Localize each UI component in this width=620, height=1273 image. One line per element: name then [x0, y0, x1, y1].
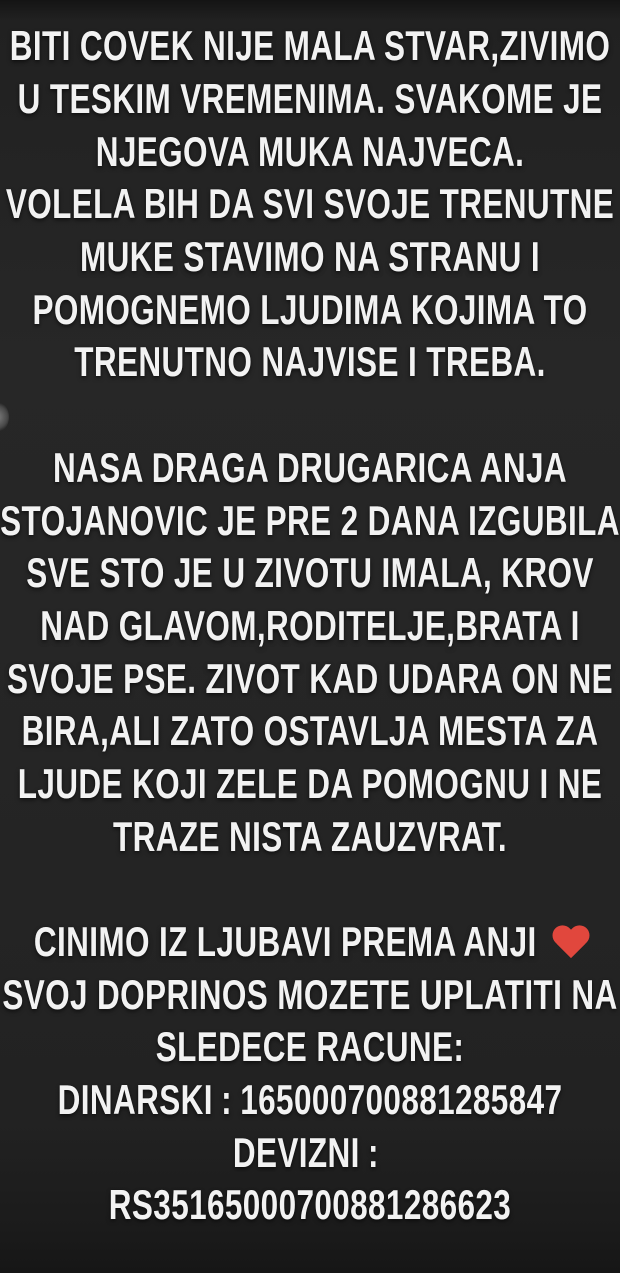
- story-line: [21, 705, 599, 758]
- story-line-text: U TESKIM VREMENIMA. SVAKOME JE: [17, 75, 603, 123]
- story-text-block: [0, 20, 620, 1232]
- story-line-text: BITI COVEK NIJE MALA STVAR,ZIVIMO: [9, 22, 611, 70]
- story-line: [78, 1021, 543, 1074]
- story-line: [53, 442, 567, 495]
- dinarski-label: DINARSKI: [57, 1076, 213, 1124]
- story-line-text: NAD GLAVOM,RODITELJE,BRATA I: [40, 601, 580, 649]
- devizni-separator: :: [368, 1128, 379, 1176]
- story-line: [74, 336, 546, 389]
- appeal-line: [33, 916, 543, 969]
- devizni-account-line: [78, 1179, 543, 1232]
- story-line-text: BIRA,ALI ZATO OSTAVLJA MESTA ZA: [21, 707, 599, 755]
- story-line-text: MUKE STAVIMO NA STRANU I: [80, 233, 540, 281]
- story-line: [26, 547, 594, 600]
- story-line-text: STOJANOVIC JE PRE 2 DANA IZGUBILA: [0, 496, 620, 544]
- story-line-text: TRENUTNO NAJVISE I TREBA.: [74, 338, 546, 386]
- story-line: [78, 810, 543, 863]
- story-line-text: LJUDE KOJI ZELE DA POMOGNU I NE: [17, 759, 603, 807]
- appeal-line-text: CINIMO IZ LJUBAVI PREMA ANJI: [33, 918, 537, 966]
- story-line: [9, 20, 611, 73]
- story-line-text: NJEGOVA MUKA NAJVECA.: [95, 127, 525, 175]
- dinarski-account-number: 165000700881285847: [240, 1076, 563, 1124]
- story-line-text: SVOJ DOPRINOS MOZETE UPLATITI NA: [2, 970, 618, 1018]
- story-line: [40, 600, 580, 653]
- story-line: [17, 73, 603, 126]
- story-line-text: VOLELA BIH DA SVI SVOJE TRENUTNE: [5, 180, 615, 228]
- story-line: [7, 652, 613, 705]
- devizni-label: DEVIZNI: [232, 1128, 360, 1176]
- devizni-label-line: [78, 1126, 543, 1179]
- story-line-text: NASA DRAGA DRUGARICA ANJA: [53, 443, 567, 491]
- blank-line: [78, 863, 543, 916]
- story-line-text: SLEDECE RACUNE:: [155, 1023, 465, 1071]
- story-line-text: POMOGNEMO LJUDIMA KOJIMA TO: [32, 285, 588, 333]
- dinarski-separator: :: [221, 1076, 233, 1124]
- story-line: [17, 758, 603, 811]
- story-line: [5, 178, 615, 231]
- story-line-text: SVOJE PSE. ZIVOT KAD UDARA ON NE: [7, 654, 613, 702]
- dinarski-account-line: [57, 1074, 563, 1127]
- story-line-text: SVE STO JE U ZIVOTU IMALA, KROV: [26, 549, 594, 597]
- story-line: [32, 283, 588, 336]
- story-line: [2, 968, 618, 1021]
- story-line-text: TRAZE NISTA ZAUZVRAT.: [112, 812, 508, 860]
- story-line: [0, 494, 620, 547]
- blank-line: [78, 389, 543, 442]
- devizni-account-number: RS35165000700881286623: [108, 1181, 512, 1229]
- story-line: [78, 125, 543, 178]
- story-line: [78, 231, 543, 284]
- red-heart-emoji-icon: [551, 926, 591, 962]
